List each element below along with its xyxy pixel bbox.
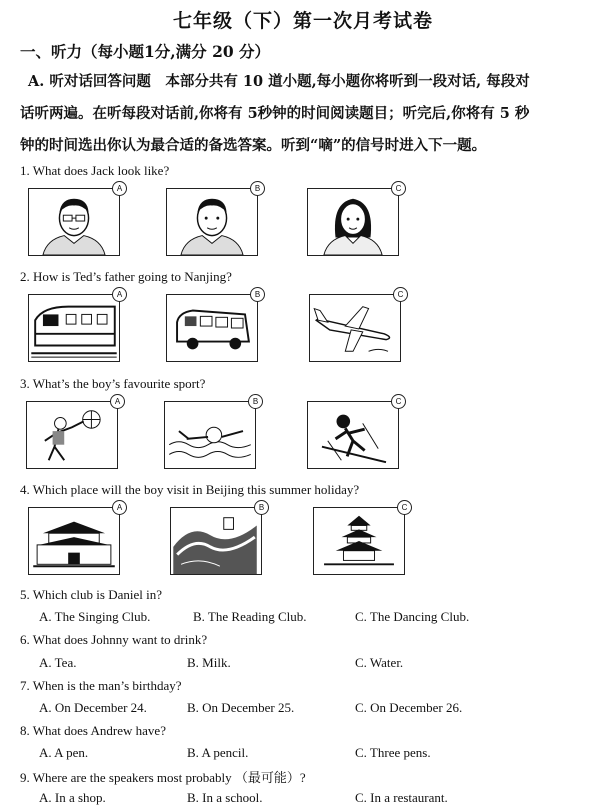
option-a-badge: A: [112, 287, 127, 302]
basketball-icon[interactable]: [26, 397, 121, 469]
option-c-badge: C: [391, 181, 406, 196]
instruction-line-3: 钟的时间选出你认为最合适的备选答案。听到“嘀”的信号时进入下一题。: [20, 137, 487, 154]
option-b[interactable]: B. In a school.: [187, 790, 263, 805]
page-title: 七年级（下）第一次月考试卷: [172, 10, 433, 32]
great-wall-icon[interactable]: [170, 503, 265, 575]
option-c[interactable]: C. Water.: [355, 655, 404, 670]
option-c[interactable]: C. In a restaurant.: [355, 790, 448, 805]
option-a[interactable]: A. In a shop.: [39, 790, 106, 805]
option-b[interactable]: B. The Reading Club.: [193, 609, 307, 624]
question-9: 9. Where are the speakers most probably （最可能）?: [20, 770, 306, 785]
question-7: 7. When is the man’s birthday?: [20, 678, 182, 693]
option-c[interactable]: C. Three pens.: [355, 745, 431, 760]
question-6: 6. What does Johnny want to drink?: [20, 632, 208, 647]
instruction-line-2: 话听两遍。在听每段对话前,你将有 5秒钟的时间阅读题目；听完后,你将有 5 秒: [20, 105, 530, 122]
option-a[interactable]: A. Tea.: [39, 655, 77, 670]
instruction-line-1: A. 听对话回答问题 本部分共有 10 道小题,每小题你将听到一段对话, 每段对: [28, 73, 530, 90]
option-c-badge: C: [391, 394, 406, 409]
question-3: 3. What’s the boy’s favourite sport?: [20, 376, 206, 391]
option-c-badge: C: [397, 500, 412, 515]
option-a[interactable]: A. On December 24.: [39, 700, 147, 715]
option-c[interactable]: C. The Dancing Club.: [355, 609, 470, 624]
temple-of-heaven-icon[interactable]: [313, 503, 408, 575]
question-2: 2. How is Ted’s father going to Nanjing?: [20, 269, 232, 284]
option-a[interactable]: A. A pen.: [39, 745, 89, 760]
question-1: 1. What does Jack look like?: [20, 163, 170, 178]
train-icon[interactable]: [28, 290, 123, 362]
option-c[interactable]: C. On December 26.: [355, 700, 463, 715]
option-a-badge: A: [112, 500, 127, 515]
option-a-badge: A: [112, 181, 127, 196]
question-8: 8. What does Andrew have?: [20, 723, 166, 738]
bus-icon[interactable]: [166, 290, 261, 362]
swimming-icon[interactable]: [164, 397, 259, 469]
option-a[interactable]: A. The Singing Club.: [39, 609, 151, 624]
option-c-badge: C: [393, 287, 408, 302]
option-a-badge: A: [110, 394, 125, 409]
option-b-badge: B: [250, 181, 265, 196]
girl-icon[interactable]: [307, 184, 402, 256]
question-5: 5. Which club is Daniel in?: [20, 587, 163, 602]
option-b-badge: B: [254, 500, 269, 515]
option-b[interactable]: B. Milk.: [187, 655, 231, 670]
boy-icon[interactable]: [166, 184, 261, 256]
option-b-badge: B: [250, 287, 265, 302]
option-b-badge: B: [248, 394, 263, 409]
boy-with-glasses-icon[interactable]: [28, 184, 123, 256]
tiananmen-icon[interactable]: [28, 503, 123, 575]
skiing-icon[interactable]: [307, 397, 402, 469]
question-4: 4. Which place will the boy visit in Beijing this summer holiday?: [20, 482, 360, 497]
section-heading: 一、听力（每小题1分,满分 20 分）: [20, 42, 271, 61]
option-b[interactable]: B. A pencil.: [187, 745, 249, 760]
listening-instructions: [20, 66, 590, 162]
option-b[interactable]: B. On December 25.: [187, 700, 295, 715]
airplane-icon[interactable]: [309, 290, 404, 362]
